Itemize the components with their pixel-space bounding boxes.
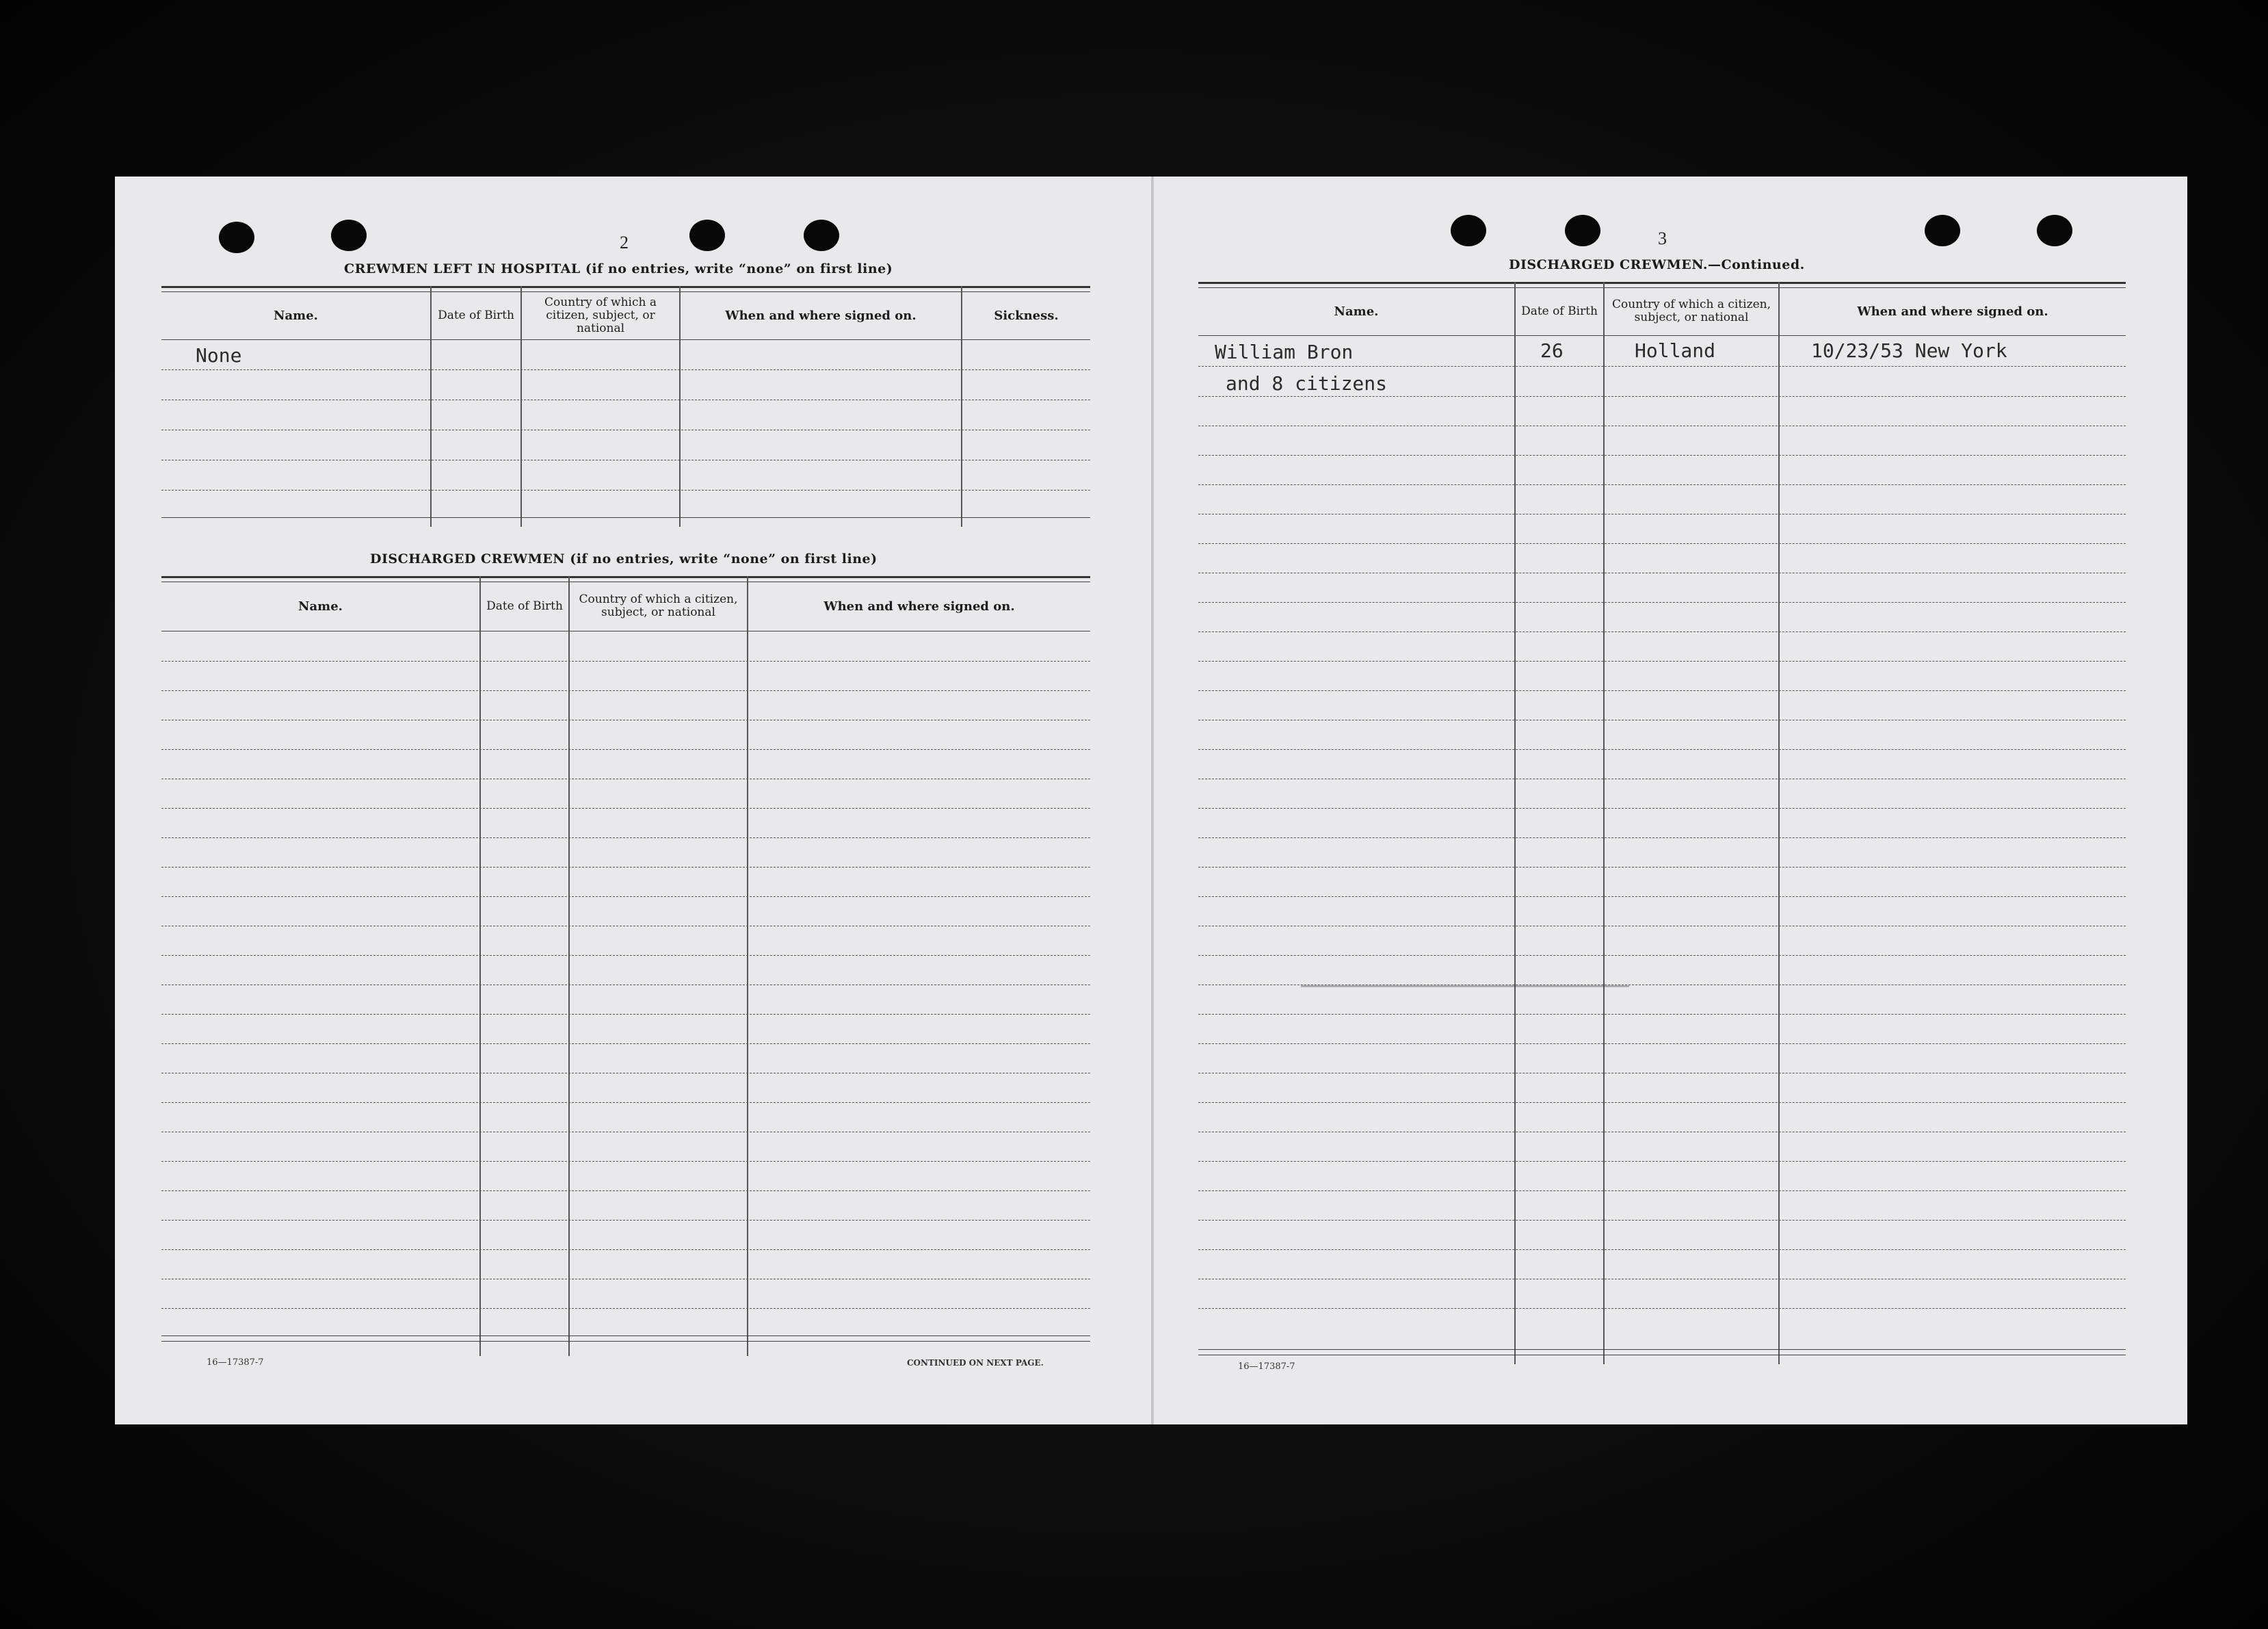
entry-dob: 26 [1540,339,1564,362]
column-header-sickness: Sickness. [994,308,1059,323]
entry-name-continued: and 8 citizens [1226,372,1388,395]
discharged-continued-title: DISCHARGED CREWMEN.—Continued. [1509,257,1805,272]
form-number-right: 16—17387-7 [1238,1361,1295,1372]
column-header-name: Name. [274,308,318,323]
discharged-section-title: DISCHARGED CREWMEN (if no entries, write “none” on first line) [370,551,878,566]
entry-name: William Bron [1215,341,1354,363]
punch-hole [2037,215,2072,246]
hospital-entry-none: None [196,344,242,367]
discharged-table-right [1198,282,2126,1364]
column-header-name: Name. [298,599,343,614]
continued-note: CONTINUED ON NEXT PAGE. [907,1358,1044,1368]
column-header-signed: When and where signed on. [1857,304,2048,319]
punch-hole [1565,215,1600,246]
faint-stamp-mark [1301,985,1629,987]
punch-hole [689,220,725,251]
column-header-country: Country of which a citizen, subject, or national [544,295,657,335]
page-number-left: 2 [620,233,629,252]
hospital-table [161,286,1090,527]
punch-hole [331,220,367,251]
column-header-name: Name. [1334,304,1379,319]
form-number-left: 16—17387-7 [207,1357,264,1368]
page-number-right: 3 [1658,229,1667,248]
column-header-signed: When and where signed on. [725,308,917,323]
document-sheet [115,177,2187,1424]
column-header-dob: Date of Birth [1521,304,1598,318]
column-header-dob: Date of Birth [486,599,563,613]
punch-hole [219,222,254,253]
punch-hole [1925,215,1960,246]
page-fold [1151,177,1154,1424]
column-header-dob: Date of Birth [438,308,514,322]
entry-country: Holland [1635,339,1716,362]
column-header-country: Country of which a citizen, subject, or national [1612,298,1771,324]
column-header-signed: When and where signed on. [823,599,1015,614]
discharged-table-left [161,576,1090,1356]
entry-signed-on: 10/23/53 New York [1811,339,2007,362]
punch-hole [1451,215,1486,246]
column-header-country: Country of which a citizen, subject, or national [579,592,738,619]
punch-hole [804,220,839,251]
hospital-section-title: CREWMEN LEFT IN HOSPITAL (if no entries, write “none” on first line) [344,261,893,276]
